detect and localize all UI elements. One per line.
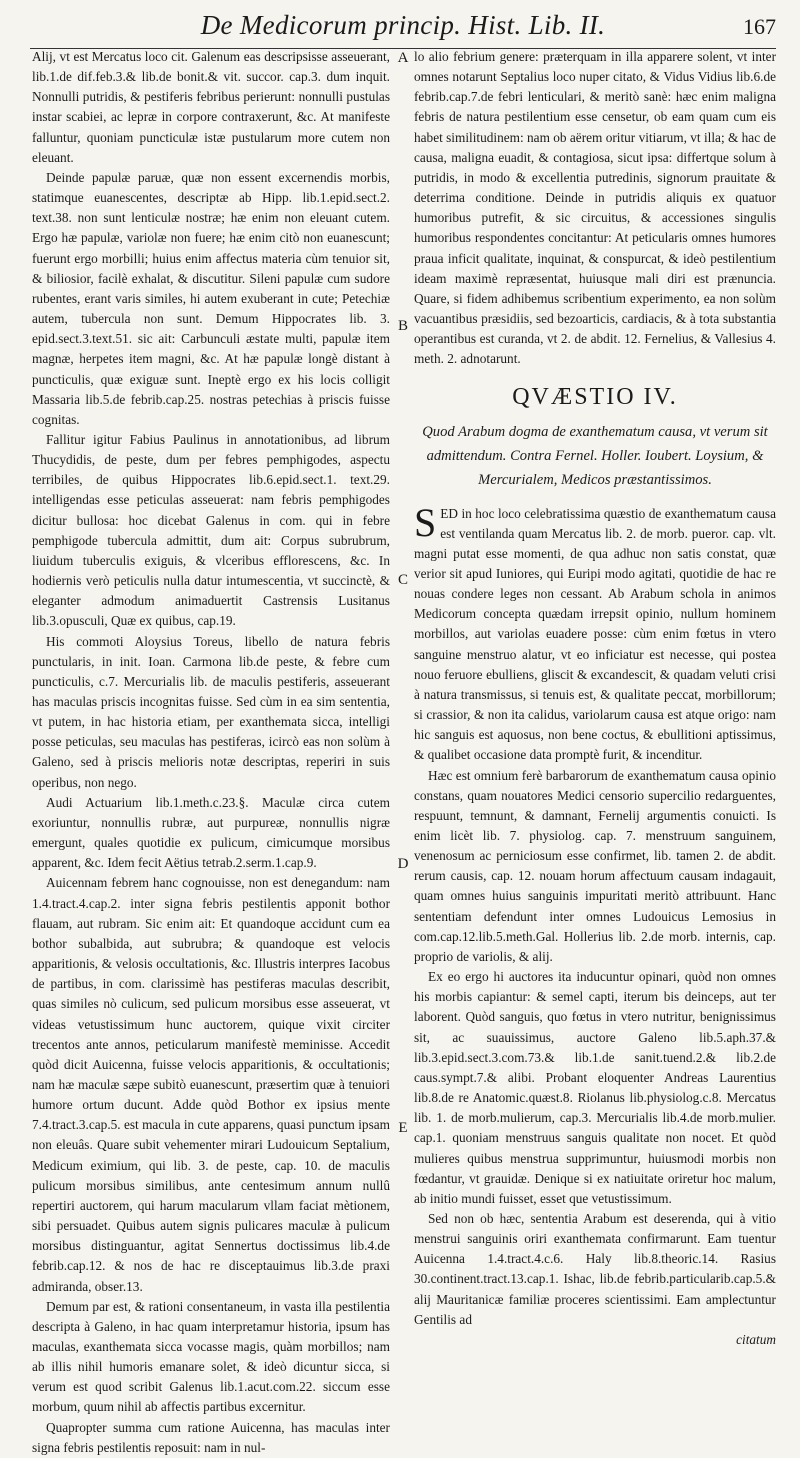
marginal-letter-c: C	[397, 572, 408, 588]
right-intro-paragraph: lo alio febrium genere: præterquam in illa apparere solent, vt inter omnes notarunt Septalius loco nuper citato, & Vidus Vidius lib.6.de febrib.cap.7.de febri lenticulari, & meritò sanè: hæc enim maligna febris de natura pestilentium esse censetur, ob eam quam cum eis habet similitudinem: nam ob aërem oritur vitiarum, vt illa; & hac de causa, maligna euadit, & contagiosa, sicut ipsa: differtque solum à putridis, in modo & excellentia putredinis, signorum prauitate & deterrima conditione. Deinde in putridis aliquis ex quatuor humoribus putrefit, & sic circuitus, & accessiones singulis humoribus respondentes concitantur: At peticularis omnes humores praua inficit qualitate, inquinat, & conspurcat, & ideò pestilentium ideam maximè repræsentat, huiusque mali diri est prænuncia. Quare, si fidem adhibemus scribentium experimento, ea non solùm vacuantibus præsidiis, sed bezoarticis, cardiacis, & à tota substantia operantibus est curanda, vt 2. de abdit. 12. Fernelius, & Vallesius 4. meth. 2. adnotarunt.	[414, 49, 776, 367]
right-paragraph-4: Sed non ob hæc, sententia Arabum est deserenda, qui à vitio menstrui sanguinis oriri exanthemata confirmarunt. Eam tuentur Auicenna 1.4.tract.4.c.6. Haly lib.8.theoric.14. Rasius 30.continent.tract.13.cap.1. Ishac, lib.de febrib.particularib.cap.5.& alij Mauritanicæ familiæ proceres scientissimi. Eam amplectuntur Gentilis ad	[414, 1210, 776, 1327]
left-paragraph-1: Alij, vt est Mercatus loco cit. Galenum eas descripsisse asseuerant, lib.1.de dif.feb.3.& lib.de bonit.& vit. succor. cap.3. dum inquit. Nonnulli putridis, & pestiferis febribus perierunt: nonnulli pustulas instar scabiei, ac lepræ in corpore contraxerunt, &c. At manifeste falluntur, quoniam puncticulæ istæ pustularum more cutem non eleuant.	[32, 49, 390, 165]
left-paragraph-8: Quapropter summa cum ratione Auicenna, has maculas inter signa febris pestilentis reposuit: nam in nul-	[32, 1419, 390, 1455]
catchword: citatum	[736, 1331, 776, 1347]
left-paragraph-4: His commoti Aloysius Toreus, libello de natura febris punctularis, in init. Ioan. Carmona lib.de peste, & febre cum puncticulis, c.7. Mercurialis lib. de maculis pestiferis, asseuerant has maculas priscis incognitas fuisse. Sed cùm in ea sim sententia, vt putem, in hac historia etiam, per exanthemata sicca, intelligi posse peticulas, seu maculas has pestiferas, icircò eas non solùm à Galeno, sed à priscis melioris notæ descriptas, reperiri in suis operibus, non nego.	[32, 633, 390, 790]
right-paragraph-3: Ex eo ergo hi auctores ita inducuntur opinari, quòd non omnes his morbis capiantur: & semel capti, iterum bis deinceps, aut ter laborent. Quòd sanguis, quo fœtus in vtero nutritur, benignissimus sit, ac suauissimus, auctore Galeno lib.5.aph.37.& lib.3.epid.sect.3.com.73.& lib.1.de sanit.tuend.2.& lib.2.de caus.sympt.7.& alibi. Probant eloquenter Andreas Laurentius lib.8.de re Anatomic.quæst.8. Riolanus lib.physiolog.c.8. Mercatus lib. 1. de morb.mulierum, cap.3. Mercurialis lib.4.de morb.mulier. cap.1. quoniam menstruus sanguis qualitate non nocet. Et quòd mulieres quibus menstrua supprimuntur, huiusmodi morbis non fœdantur, vt grauidæ. Denique si ex natiuitate oriretur hoc malum, ab initio mundi fuisset, esset que vetustissimum.	[414, 969, 776, 1206]
marginal-letter-b: B	[397, 318, 408, 334]
marginal-letter-a: A	[397, 50, 409, 66]
right-first-paragraph-text: ED in hoc loco celebratissima quæstio de exanthematum causa est ventilanda quam Mercatus lib. 2. de morb. pueror. cap. vlt. magni putat esse momenti, de qua adhuc non satis constat, quæ verior sit apud Iuniores, qui Euripi modo agitati, quotidie de hac re nouas condere leges non cessant. Ab Arabum schola in animos Medicorum concepta quædam irrepsit opinio, nullum hominem morbillos, aut variolas euadere posse: cùm enim fœtus in vtero sanguine menstruo alatur, vt eo inficiatur est necesse, qui postea nouo feruore ebulliens, gliscit & excandescit, & quadam veluti crisi à natura transmissus, si tenuis est, & qualitate peccat, morbillorum; si crassior, & non ita calidus, variolarum causa est atque origo: nam hic sanguis est aquosus, non bene coctus, & ebullitioni aptissimus, & qualibet occasione data promptè furit, & incenditur.	[414, 505, 776, 763]
left-paragraph-2: Deinde papulæ paruæ, quæ non essent excernendis morbis, statimque euanescentes, descriptæ ab Hipp. lib.1.epid.sect.2. text.38. non sunt lenticulæ nostræ; hæ enim non eleuant cutem. Ergo hæ papulæ, variolæ non fuere; hæ enim citò non euanescunt; fuerunt ergo morbilli; huius enim affectus materia cùm tenuior sit, & biliosior, facilè exhalat, & discutitur. Sileni papulæ cum sudore rubentes, erant varis similes, hi autem exuberant in cute; Petechiæ autem, tubercula non sunt. Demum Hippocrates lib. 3. epid.sect.3.text.51. sic ait: Carbunculi æstate multi, papulæ item magnæ, herpetes item magni, &c. At hæ papulæ longè distant à puncticulis, quæ exiguæ sunt. Ineptè ergo ex his locis colligit Massaria lib.5.de febrib.cap.25. nostras petechias à priscis fuisse cognitas.	[32, 169, 390, 427]
right-first-paragraph	[414, 499, 776, 766]
section-subtitle: Quod Arabum dogma de exanthematum causa, vt verum sit admittendum. Contra Fernel. Holler. Ioubert. Loysium, & Mercurialem, Medicos præstantissimos.	[422, 423, 768, 488]
left-paragraph-3: Fallitur igitur Fabius Paulinus in annotationibus, ad librum Thucydidis, de peste, dum per febres pemphigodes, aspectu terribiles, de quibus Hippocrates lib.6.epid.sect.1. text.29. intelligendas esse peticulas asseuerat: nam febris pemphigodes dicitur bullosa: hoc dicebat Galenus in com. qui in febre pemphigode tubercula admittit, dum ait: Corpus subrubrum, liuidum tuberculis exiguis, & vlceribus efflorescens, &c. In hodiernis verò peticulis nulla datur intumescentia, vt succinctè, & eleganter admodum animaduertit Castrensis Lusitanus lib.3.opusculi, Quæ ex quibus, cap.19.	[32, 431, 390, 629]
right-paragraph-2: Hæc est omnium ferè barbarorum de exanthematum causa opinio constans, quam nouatores Medici censorio supercilio redarguentes, respuunt, temnunt, & damnant, Fernelij argumentis conuicti. Is enim licèt lib. 7. physiolog. cap. 7. menstruum sanguinem, venenosum ac perniciosum esse confirmet, lib. tamen 2. de abdit. rerum causis, cap. 12. nouam horum affectuum causam indagauit, quam omnes huius sanguinis impuritati meritò attribuunt. Hanc sententiam defendunt inter omnes Ludouicus Lemosius in com.cap.12.lib.5.meth.Gal. Hollerius lib. 2.de morb. internis, cap. proprio de variolis, & alij.	[414, 767, 776, 964]
marginal-letter-e: E	[398, 1120, 408, 1136]
right-column	[414, 47, 776, 1404]
left-paragraph-7: Demum par est, & rationi consentaneum, in vasta illa pestilentia descripta à Galeno, in hac quam interpretamur historia, ipsum has maculas, exanthemata sicca vocasse magis, quàm morbillos; nam ab illis nihil humoris emanare solet, & ideò dicuntur sicca, si verum est quod scribit Galenus lib.1.acut.com.22. siccum esse morbum, quum nihil ab affectis partibus excernitur.	[32, 1298, 390, 1415]
page-number: 167	[743, 14, 776, 39]
marginal-letter-d: D	[397, 856, 409, 872]
drop-cap: S	[414, 499, 437, 545]
left-paragraph-5: Audi Actuarium lib.1.meth.c.23.§. Maculæ circa cutem exoriuntur, nonnullis rubræ, aut purpureæ, nonnullis nigræ emergunt, quales quotidie ex pulicum, cimicumque morsibus apparent, &c. Idem fecit Aëtius tetrab.2.serm.1.cap.9.	[32, 794, 390, 871]
left-column	[32, 47, 390, 1455]
section-heading: QVÆSTIO IV.	[512, 383, 678, 410]
page-header	[30, 8, 776, 49]
running-title: De Medicorum princip. Hist. Lib. II.	[200, 10, 606, 40]
left-paragraph-6: Auicennam febrem hanc cognouisse, non est denegandum: nam 1.4.tract.4.cap.2. inter signa febris pestilentis apponit bothor flauam, aut rubram. Sic enim ait: Et quandoque accidunt cum ea bothor subalbida, aut subrubra; & quandoque est velocis apparitionis, & velosis occultationis, &c. Illustris interpres Iacobus de partibus, in com. clarissimè has pestiferas maculas describit, quas similes nò culicum, sed pulicum morsibus esse asseuerat, vt videas vetustissimum hunc auctorem, quique vixit circiter trecentos ante annos, peticularum manifestè meminisse. Accedit quòd dicit Auicenna, fuisse velocis apparitionis, & occultationis; nam hæ maculæ sæpe subitò euanescunt, præsertim quæ à tenuiori humore ortum ducunt. Adde quòd Bothor ex ipsius mente 7.4.tract.3.cap.5. est macula in cute apparens, quasi punctum ipsam non eleuâs. Quare subit vehementer mirari Ludouicum Septalium, Medicum eximium, qui lib. 3. de peste, cap. 10. de maculis pulicum morsibus similibus, ante centesimum annum nullû repertiri auctorem, qui harum macularum vllam faciat mètionem, sibi persuadet. Quibus autem signis pulicares maculæ à pulicum morsibus distinguantur, agitat Sennertus doctissimus lib.4.de febrib.cap.12. & nos de hac re disceptauimus lib.3.de praxi admiranda, obser.13.	[32, 875, 390, 1294]
